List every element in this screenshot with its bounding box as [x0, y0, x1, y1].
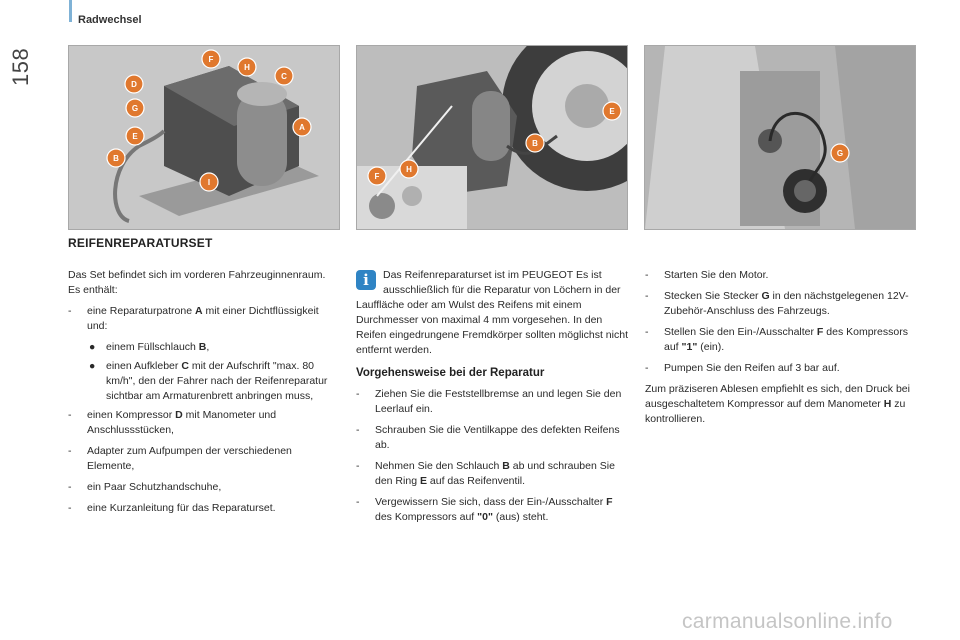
list-item: - Starten Sie den Motor. [645, 269, 769, 281]
list-item: - Schrauben Sie die Ventilkappe des defekten Reifens ab. [356, 424, 620, 451]
figure-wheel-connection [356, 45, 628, 230]
list-item: - Vergewissern Sie sich, dass der Ein-/Ausschalter F des Kompressors auf "0" (aus) steht. [356, 496, 613, 523]
callout-label-b [107, 149, 125, 167]
svg-text:B: B [113, 154, 119, 163]
callout-label-e [126, 127, 144, 145]
svg-text:F: F [374, 172, 380, 181]
column-procedure [356, 268, 631, 531]
column-procedure-continued [645, 268, 915, 433]
main-heading: REIFENREPARATURSET [68, 236, 213, 250]
list-item: - Stecken Sie Stecker G in den nächstgelegenen 12V-Zubehör-Anschluss des Fahrzeugs. [645, 290, 909, 317]
figure-12v-socket [644, 45, 916, 230]
closing-text: Zum präziseren Ablesen empfiehlt es sich, den Druck bei ausgeschaltetem Kompressor auf dem Manometer H zu kontrollieren. [645, 383, 910, 425]
info-icon: i [356, 270, 376, 290]
svg-text:I: I [207, 178, 211, 187]
svg-text:E: E [132, 132, 138, 141]
page-number: 158 [8, 47, 33, 86]
sub-list-item: ● einem Füllschlauch B, [89, 341, 210, 353]
svg-text:E: E [609, 107, 615, 116]
callout-label-h [400, 160, 418, 178]
callout-label-c [275, 67, 293, 85]
svg-text:B: B [532, 139, 538, 148]
callout-label-g [126, 99, 144, 117]
list-item: - eine Reparaturpatrone A mit einer Dichtflüssigkeit und: [68, 305, 319, 332]
svg-text:H: H [244, 63, 250, 72]
sidebar-accent-bar [69, 0, 72, 22]
svg-text:G: G [131, 104, 139, 113]
list-item: - einen Kompressor D mit Manometer und Anschlussstücken, [68, 409, 277, 436]
list-item: - Stellen Sie den Ein-/Ausschalter F des Kompressors auf "1" (ein). [645, 326, 908, 353]
procedure-heading: Vorgehensweise bei der Reparatur [356, 367, 545, 379]
socket-illustration [645, 46, 915, 229]
section-title: Radwechsel [78, 14, 142, 26]
svg-text:F: F [208, 55, 214, 64]
column-kit-contents [68, 268, 336, 522]
callout-label-f [202, 50, 220, 68]
info-text: Das Reifenreparaturset ist im PEUGEOT Es ist ausschließlich für die Reparatur von Löchern in der Lauffläche oder am Wulst des Reifens mit einem Durchmesser von maximal 4 mm vorgesehen. In den Reifen eingedrungene Fremdkörper sollten möglichst nicht entfernt werden. [356, 269, 628, 356]
callout-label-a [293, 118, 311, 136]
watermark: carmanualsonline.info [682, 610, 893, 633]
list-item: - Adapter zum Aufpumpen der verschiedenen Elemente, [68, 445, 292, 472]
callout-label-e [603, 102, 621, 120]
svg-text:D: D [131, 80, 137, 89]
wheel-connection-illustration [357, 46, 627, 229]
list-item: - Nehmen Sie den Schlauch B ab und schrauben Sie den Ring E auf das Reifenventil. [356, 460, 615, 487]
intro-text: Das Set befindet sich im vorderen Fahrzeuginnenraum. Es enthält: [68, 269, 326, 296]
svg-text:G: G [836, 149, 844, 158]
sub-list-item: ● einen Aufkleber C mit der Aufschrift "max. 80 km/h", den der Fahrer nach der Reifenreparatur sichtbar am Armaturenbrett anbringen muss, [89, 360, 328, 402]
repair-kit-illustration [69, 46, 339, 229]
callout-label-b [526, 134, 544, 152]
callout-label-h [238, 58, 256, 76]
svg-text:H: H [406, 165, 412, 174]
list-item: - ein Paar Schutzhandschuhe, [68, 481, 222, 493]
callout-label-d [125, 75, 143, 93]
callout-label-i [200, 173, 218, 191]
callout-label-g [831, 144, 849, 162]
svg-text:A: A [299, 123, 305, 132]
list-item: - Ziehen Sie die Feststellbremse an und legen Sie den Leerlauf ein. [356, 388, 622, 415]
svg-text:C: C [281, 72, 287, 81]
figure-repair-kit [68, 45, 340, 230]
callout-label-f [368, 167, 386, 185]
list-item: - eine Kurzanleitung für das Reparaturset. [68, 502, 276, 514]
list-item: - Pumpen Sie den Reifen auf 3 bar auf. [645, 362, 840, 374]
